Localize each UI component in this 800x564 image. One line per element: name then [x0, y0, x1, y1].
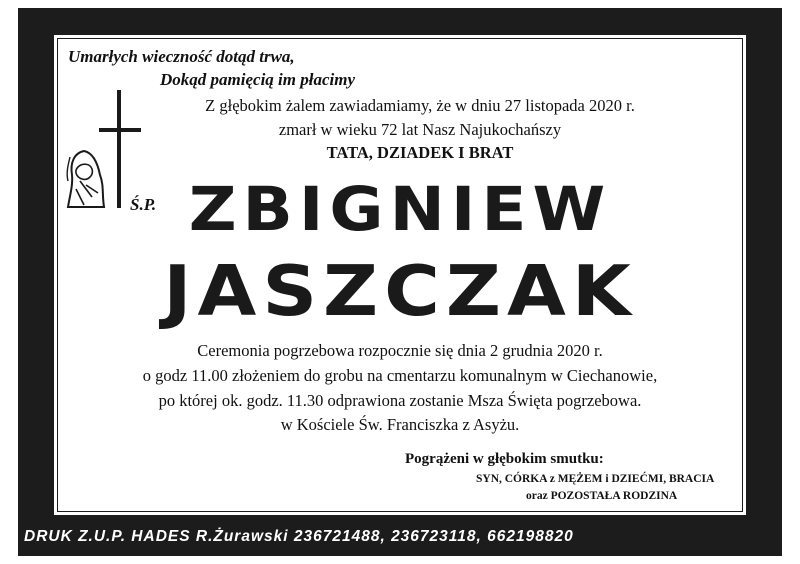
- praying-figure-icon: [64, 145, 114, 215]
- mourners-line-1: SYN, CÓRKA z MĘŻEM i DZIEĆMI, BRACIA: [476, 473, 715, 485]
- motto-line-2: Dokąd pamięcią im płacimy: [160, 70, 355, 89]
- mourners-line-2: oraz POZOSTAŁA RODZINA: [526, 490, 678, 502]
- printer-footer: DRUK Z.U.P. HADES R.Żurawski 236721488, 236723118, 662198820: [24, 528, 574, 545]
- motto-line-1: Umarłych wieczność dotąd trwa,: [68, 47, 295, 66]
- sp-prefix: Ś.P.: [130, 195, 157, 214]
- announcement-line-1: Z głębokim żalem zawiadamiamy, że w dniu 27 listopada 2020 r.: [205, 96, 635, 115]
- first-name: ZBIGNIEW: [188, 174, 612, 245]
- ceremony-line-2: o godz 11.00 złożeniem do grobu na cmentarzu komunalnym w Ciechanowie,: [142, 366, 658, 385]
- last-name: JASZCZAK: [163, 249, 637, 332]
- ceremony-line-3: po której ok. godz. 11.30 odprawiona zostanie Msza Święta pogrzebowa.: [158, 391, 642, 410]
- ceremony-line-1: Ceremonia pogrzebowa rozpocznie się dnia 2 grudnia 2020 r.: [197, 341, 603, 360]
- ceremony-line-4: w Kościele Św. Franciszka z Asyżu.: [280, 415, 520, 434]
- announcement-line-2: zmarł w wieku 72 lat Nasz Najukochańszy: [278, 120, 562, 139]
- announcement-line-3: TATA, DZIADEK I BRAT: [326, 143, 514, 162]
- mourners-heading: Pogrążeni w głębokim smutku:: [405, 451, 604, 467]
